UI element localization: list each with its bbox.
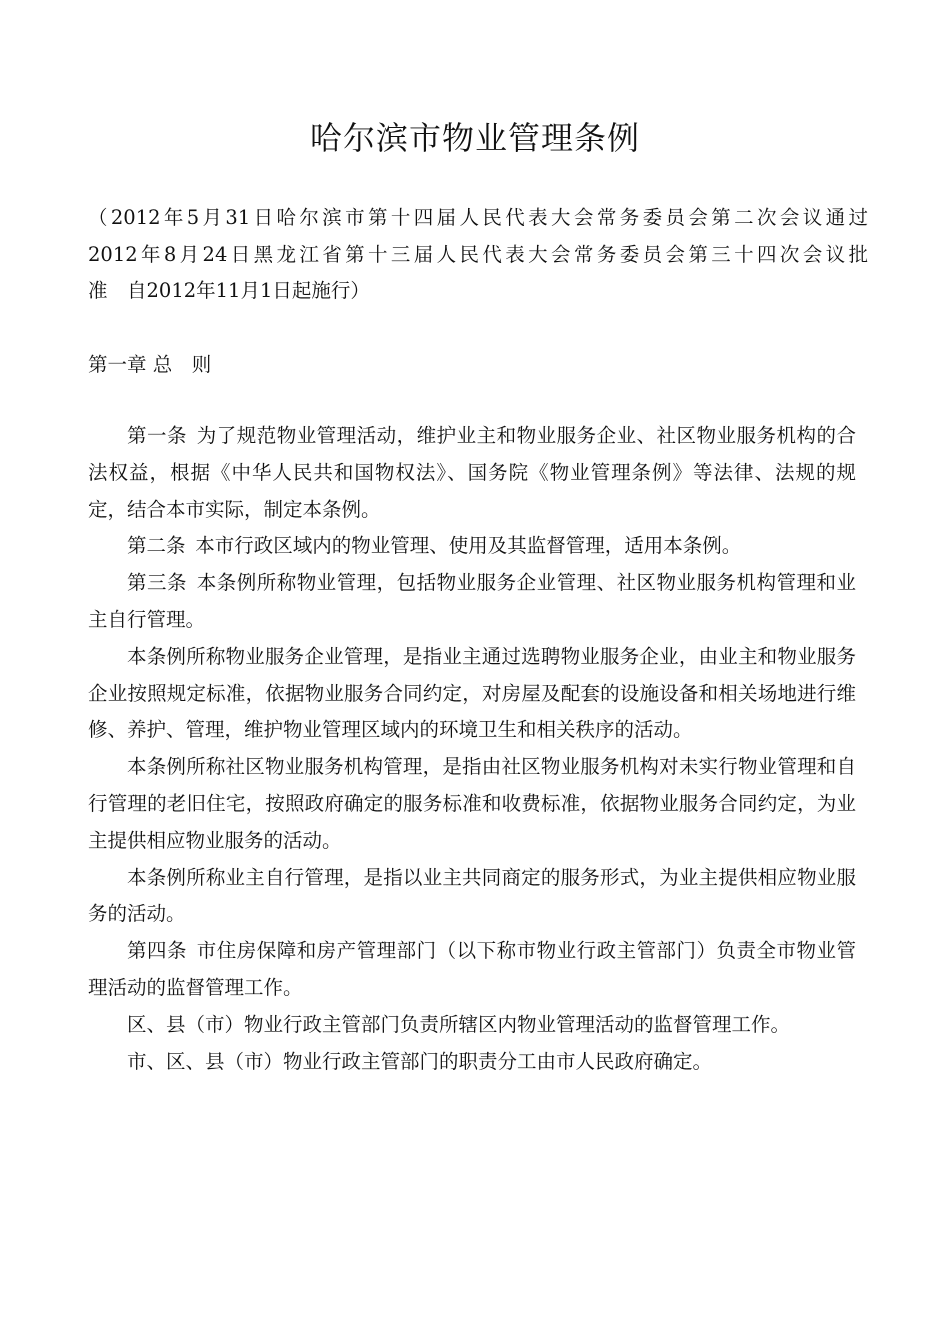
clause-paragraph (88, 1007, 856, 1044)
article-paragraph (88, 418, 856, 528)
article-number: 第二条 (127, 534, 186, 558)
clause-text: 区、县（市）物业行政主管部门负责所辖区内物业管理活动的监督管理工作。 (127, 1012, 791, 1036)
clause-text: 市、区、县（市）物业行政主管部门的职责分工由市人民政府确定。 (127, 1049, 713, 1073)
clause-text: 本条例所称社区物业服务机构管理，是指由社区物业服务机构对未实行物业管理和自行管理的老旧住宅，按照政府确定的服务标准和收费标准，依据物业服务合同约定，为业主提供相应物业服务的活动。 (88, 755, 856, 852)
article-text: 市住房保障和房产管理部门（以下称市物业行政主管部门）负责全市物业管理活动的监督管理工作。 (88, 939, 856, 999)
article-number: 第三条 (127, 571, 187, 595)
article-number: 第四条 (127, 939, 187, 963)
article-text: 本市行政区域内的物业管理、使用及其监督管理，适用本条例。 (195, 534, 742, 558)
clause-paragraph (88, 749, 856, 859)
article-paragraph (88, 933, 856, 1007)
article-text: 为了规范物业管理活动，维护业主和物业服务企业、社区物业服务机构的合法权益，根据《中华人民共和国物权法》、国务院《物业管理条例》等法律、法规的规定，结合本市实际，制定本条例。 (88, 424, 856, 521)
clause-text: 本条例所称物业服务企业管理，是指业主通过选聘物业服务企业，由业主和物业服务企业按照规定标准，依据物业服务合同约定，对房屋及配套的设施设备和相关场地进行维修、养护、管理，维护物业管理区域内的环境卫生和相关秩序的活动。 (88, 644, 856, 742)
enactment-note (88, 200, 868, 310)
chapter-heading: 第一章 总 则 (88, 353, 212, 376)
enactment-note-line: （2012年5月31日哈尔滨市第十四届人民代表大会常务委员会第二次会议通过 (88, 206, 868, 229)
enactment-note-line: 2012年8月24日黑龙江省第十三届人民代表大会常务委员会第三十四次会议批 (88, 242, 868, 266)
document-title: 哈尔滨市物业管理条例 (309, 119, 640, 157)
clause-text: 本条例所称业主自行管理，是指以业主共同商定的服务形式，为业主提供相应物业服务的活动。 (88, 865, 856, 926)
clause-paragraph (88, 639, 856, 749)
article-text: 本条例所称物业管理，包括物业服务企业管理、社区物业服务机构管理和业主自行管理。 (88, 571, 856, 631)
clause-paragraph (88, 860, 856, 934)
document-body (88, 418, 856, 1080)
enactment-note-line: 准 自2012年11月1日起施行） (88, 279, 370, 302)
article-paragraph (88, 528, 856, 565)
article-number: 第一条 (127, 424, 187, 447)
clause-paragraph (88, 1044, 856, 1081)
article-paragraph (88, 565, 856, 639)
